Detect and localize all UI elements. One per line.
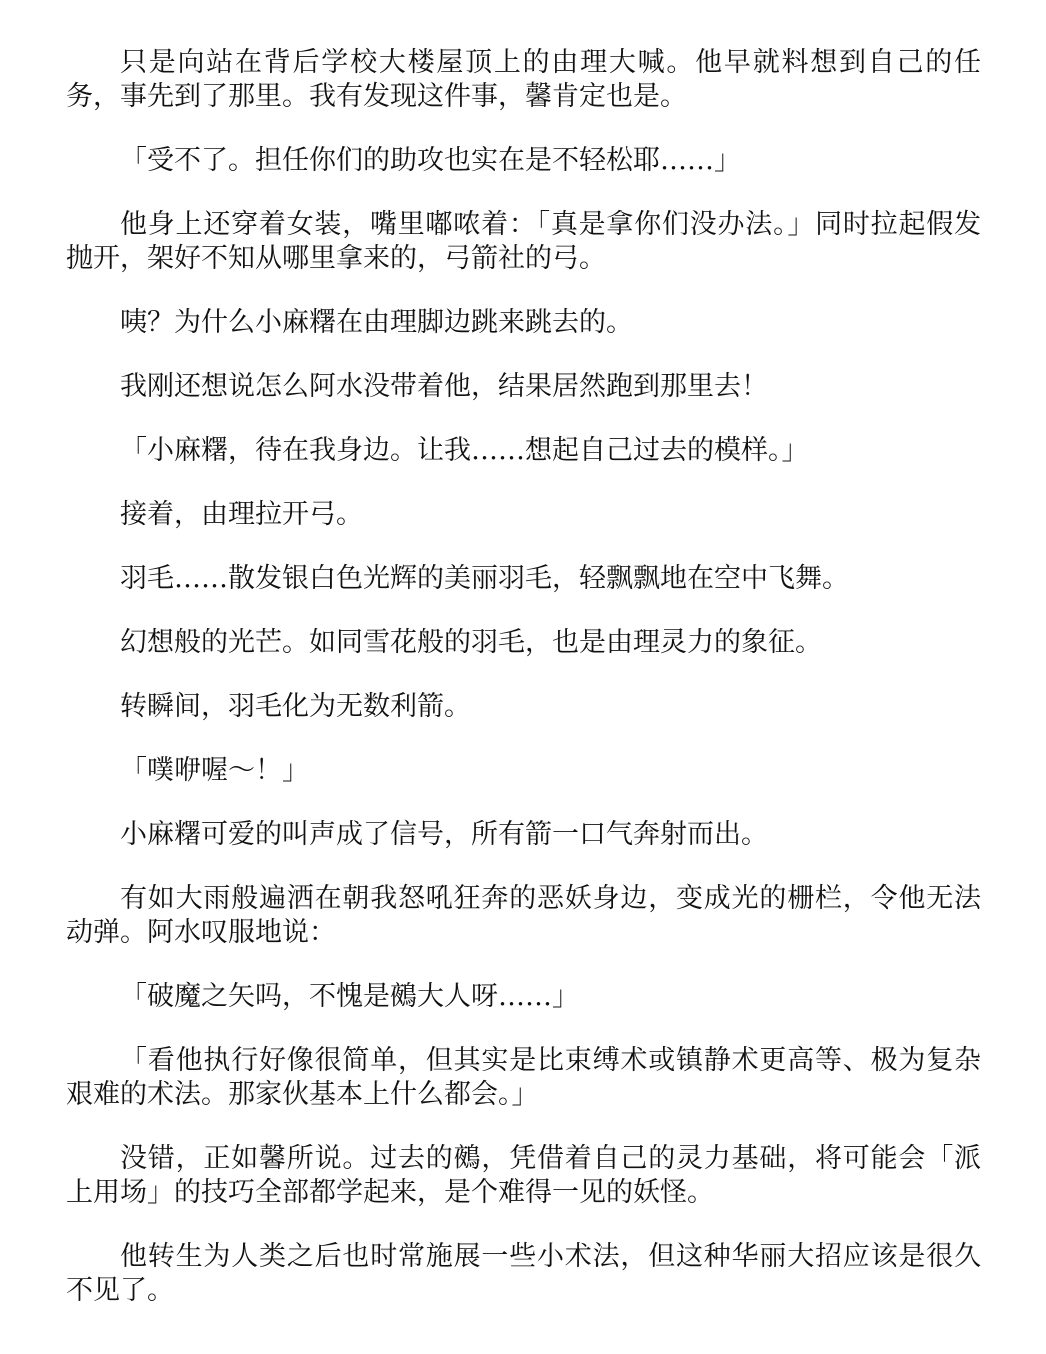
paragraph: 没错，正如馨所说。过去的鵺，凭借着自己的灵力基础，将可能会「派上用场」的技巧全部都学起来，是个难得一见的妖怪。 <box>66 1143 981 1208</box>
paragraph: 咦？为什么小麻糬在由理脚边跳来跳去的。 <box>120 307 633 338</box>
paragraph: 「受不了。担任你们的助攻也实在是不轻松耶……」 <box>120 145 741 176</box>
paragraph: 小麻糬可爱的叫声成了信号，所有箭一口气奔射而出。 <box>120 819 768 850</box>
document-page <box>66 46 981 1338</box>
paragraph: 只是向站在背后学校大楼屋顶上的由理大喊。他早就料想到自己的任务，事先到了那里。我有发现这件事，馨肯定也是。 <box>66 47 981 112</box>
paragraph: 「小麻糬，待在我身边。让我……想起自己过去的模样。」 <box>120 435 809 466</box>
paragraph: 他转生为人类之后也时常施展一些小术法，但这种华丽大招应该是很久不见了。 <box>66 1241 981 1306</box>
paragraph: 「噗咿喔～！」 <box>120 755 309 786</box>
paragraph: 接着，由理拉开弓。 <box>120 499 363 530</box>
paragraph: 「破魔之矢吗，不愧是鵺大人呀……」 <box>120 981 579 1012</box>
paragraph: 转瞬间，羽毛化为无数利箭。 <box>120 691 471 722</box>
paragraph: 羽毛……散发银白色光辉的美丽羽毛，轻飘飘地在空中飞舞。 <box>120 563 849 594</box>
paragraph: 他身上还穿着女装，嘴里嘟哝着：「真是拿你们没办法。」同时拉起假发抛开，架好不知从哪里拿来的，弓箭社的弓。 <box>66 209 981 274</box>
paragraph: 我刚还想说怎么阿水没带着他，结果居然跑到那里去！ <box>120 371 768 402</box>
paragraph: 幻想般的光芒。如同雪花般的羽毛，也是由理灵力的象征。 <box>120 627 822 658</box>
paragraph: 有如大雨般遍洒在朝我怒吼狂奔的恶妖身边，变成光的栅栏，令他无法动弹。阿水叹服地说： <box>66 883 981 948</box>
paragraph: 「看他执行好像很简单，但其实是比束缚术或镇静术更高等、极为复杂艰难的术法。那家伙基本上什么都会。」 <box>66 1045 981 1110</box>
